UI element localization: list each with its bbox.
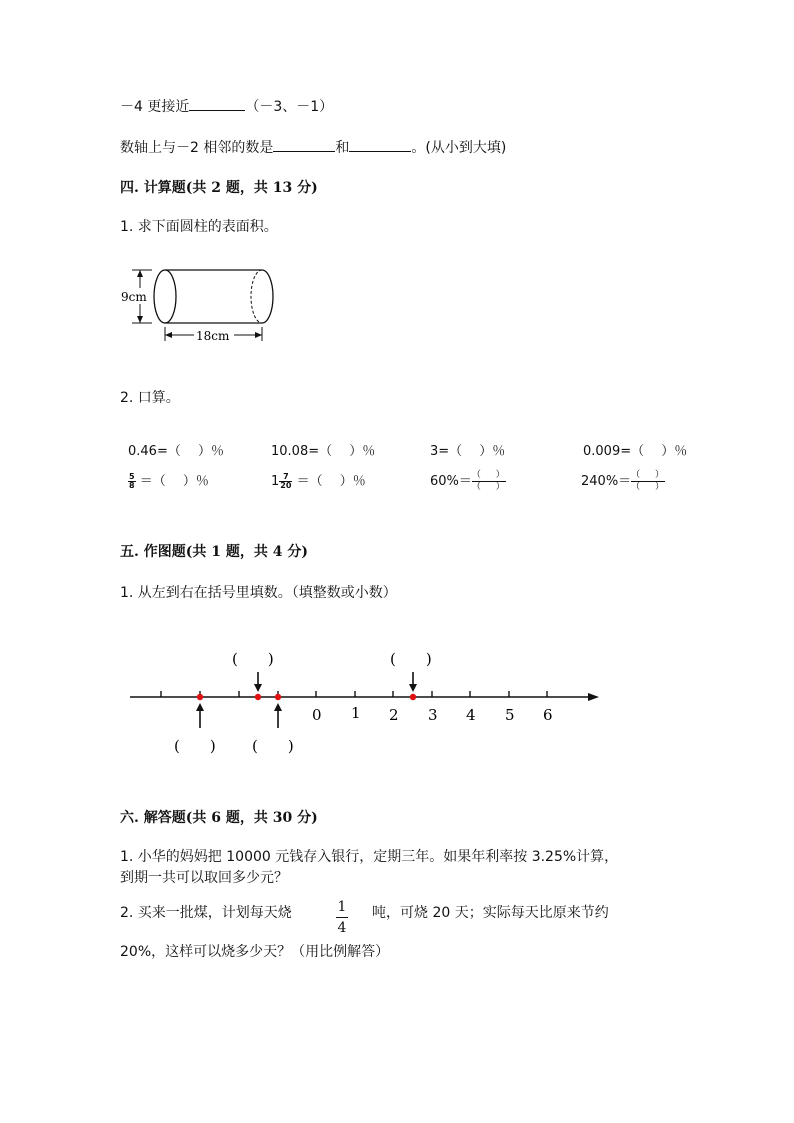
tick-label: 6	[543, 706, 553, 724]
point-marker	[410, 694, 416, 700]
tick-label: 1	[351, 704, 361, 722]
oral-item: 10.08=（ ）％	[271, 444, 376, 459]
tick-label: 5	[505, 706, 515, 724]
section-4-heading: 四. 计算题(共 2 题，共 13 分)	[120, 180, 318, 196]
question-number-line-text: 1. 从左到右在括号里填数。（填整数或小数）	[120, 585, 397, 601]
number-line-figure	[120, 640, 610, 765]
oral-item: 1 $\frac{7}{20}$ ＝（ ）％	[271, 472, 366, 490]
cylinder-left-base	[154, 270, 176, 323]
question-coal-prefix: 2. 买来一批煤，计划每天烧	[120, 905, 292, 921]
cylinder-figure	[118, 262, 293, 350]
fraction-quarter: $\frac{1}{4}$	[337, 899, 347, 936]
question-closer-to: －4 更接近 （－3、－1）	[120, 96, 333, 116]
tick-label: 3	[428, 706, 438, 724]
arrow-up-icon	[137, 270, 143, 277]
answer-blank[interactable]	[189, 96, 245, 111]
oral-item: 60%＝ $\frac{( )}{( )}$	[430, 470, 506, 492]
arrow-left-icon	[165, 332, 172, 338]
question-adjacent-numbers: 数轴上与－2 相邻的数是 和 。(从小到大填)	[120, 137, 506, 157]
arrow-up-icon	[274, 703, 282, 711]
arrow-down-icon	[254, 684, 262, 692]
question-coal-line2: 20%，这样可以烧多少天？（用比例解答）	[120, 944, 390, 960]
answer-blank[interactable]: ( )	[252, 737, 294, 755]
point-marker	[197, 694, 203, 700]
point-marker	[275, 694, 281, 700]
point-marker	[255, 694, 261, 700]
question-savings-line2: 到期一共可以取回多少元？	[120, 870, 288, 886]
tick-label: 4	[466, 706, 476, 724]
fraction-blank[interactable]: $\frac{( )}{( )}$	[631, 470, 666, 492]
question-savings-line1: 1. 小华的妈妈把 10000 元钱存入银行，定期三年。如果年利率按 3.25%计算，	[120, 849, 619, 865]
arrow-down-icon	[137, 316, 143, 323]
fraction: $\frac{5}{8}$	[129, 472, 135, 490]
oral-item: 3=（ ）％	[430, 444, 506, 459]
arrow-right-icon	[255, 332, 262, 338]
axis-arrow-icon	[588, 693, 599, 701]
section-5-heading: 五. 作图题(共 1 题，共 4 分)	[120, 544, 308, 560]
oral-item: 0.46=（ ）％	[128, 444, 224, 459]
cylinder-height-label: 9cm	[121, 290, 147, 304]
fraction-blank[interactable]: $\frac{( )}{( )}$	[471, 470, 506, 492]
oral-item: $\frac{5}{8}$ ＝（ ）％	[129, 472, 209, 490]
answer-blank[interactable]	[273, 137, 335, 152]
tick-label: 2	[389, 706, 399, 724]
cylinder-length-label: 18cm	[196, 329, 230, 343]
section-6-heading: 六. 解答题(共 6 题，共 30 分)	[120, 810, 318, 826]
tick-marks	[161, 691, 547, 697]
oral-item: 0.009=（ ）％	[583, 444, 688, 459]
question-coal-suffix: 吨，可烧 20 天；实际每天比原来节约	[372, 905, 609, 921]
oral-item: 240%＝ $\frac{( )}{( )}$	[581, 470, 666, 492]
answer-blank[interactable]	[349, 137, 411, 152]
arrow-down-icon	[409, 684, 417, 692]
answer-blank[interactable]: ( )	[232, 650, 274, 668]
fraction: $\frac{7}{20}$	[280, 472, 292, 490]
cylinder-hidden-edge	[251, 270, 262, 323]
question-cylinder-text: 1. 求下面圆柱的表面积。	[120, 219, 278, 235]
answer-blank[interactable]: ( )	[174, 737, 216, 755]
tick-label: 0	[312, 706, 322, 724]
answer-blank[interactable]: ( )	[390, 650, 432, 668]
question-oral-text: 2. 口算。	[120, 390, 180, 406]
arrow-up-icon	[196, 703, 204, 711]
